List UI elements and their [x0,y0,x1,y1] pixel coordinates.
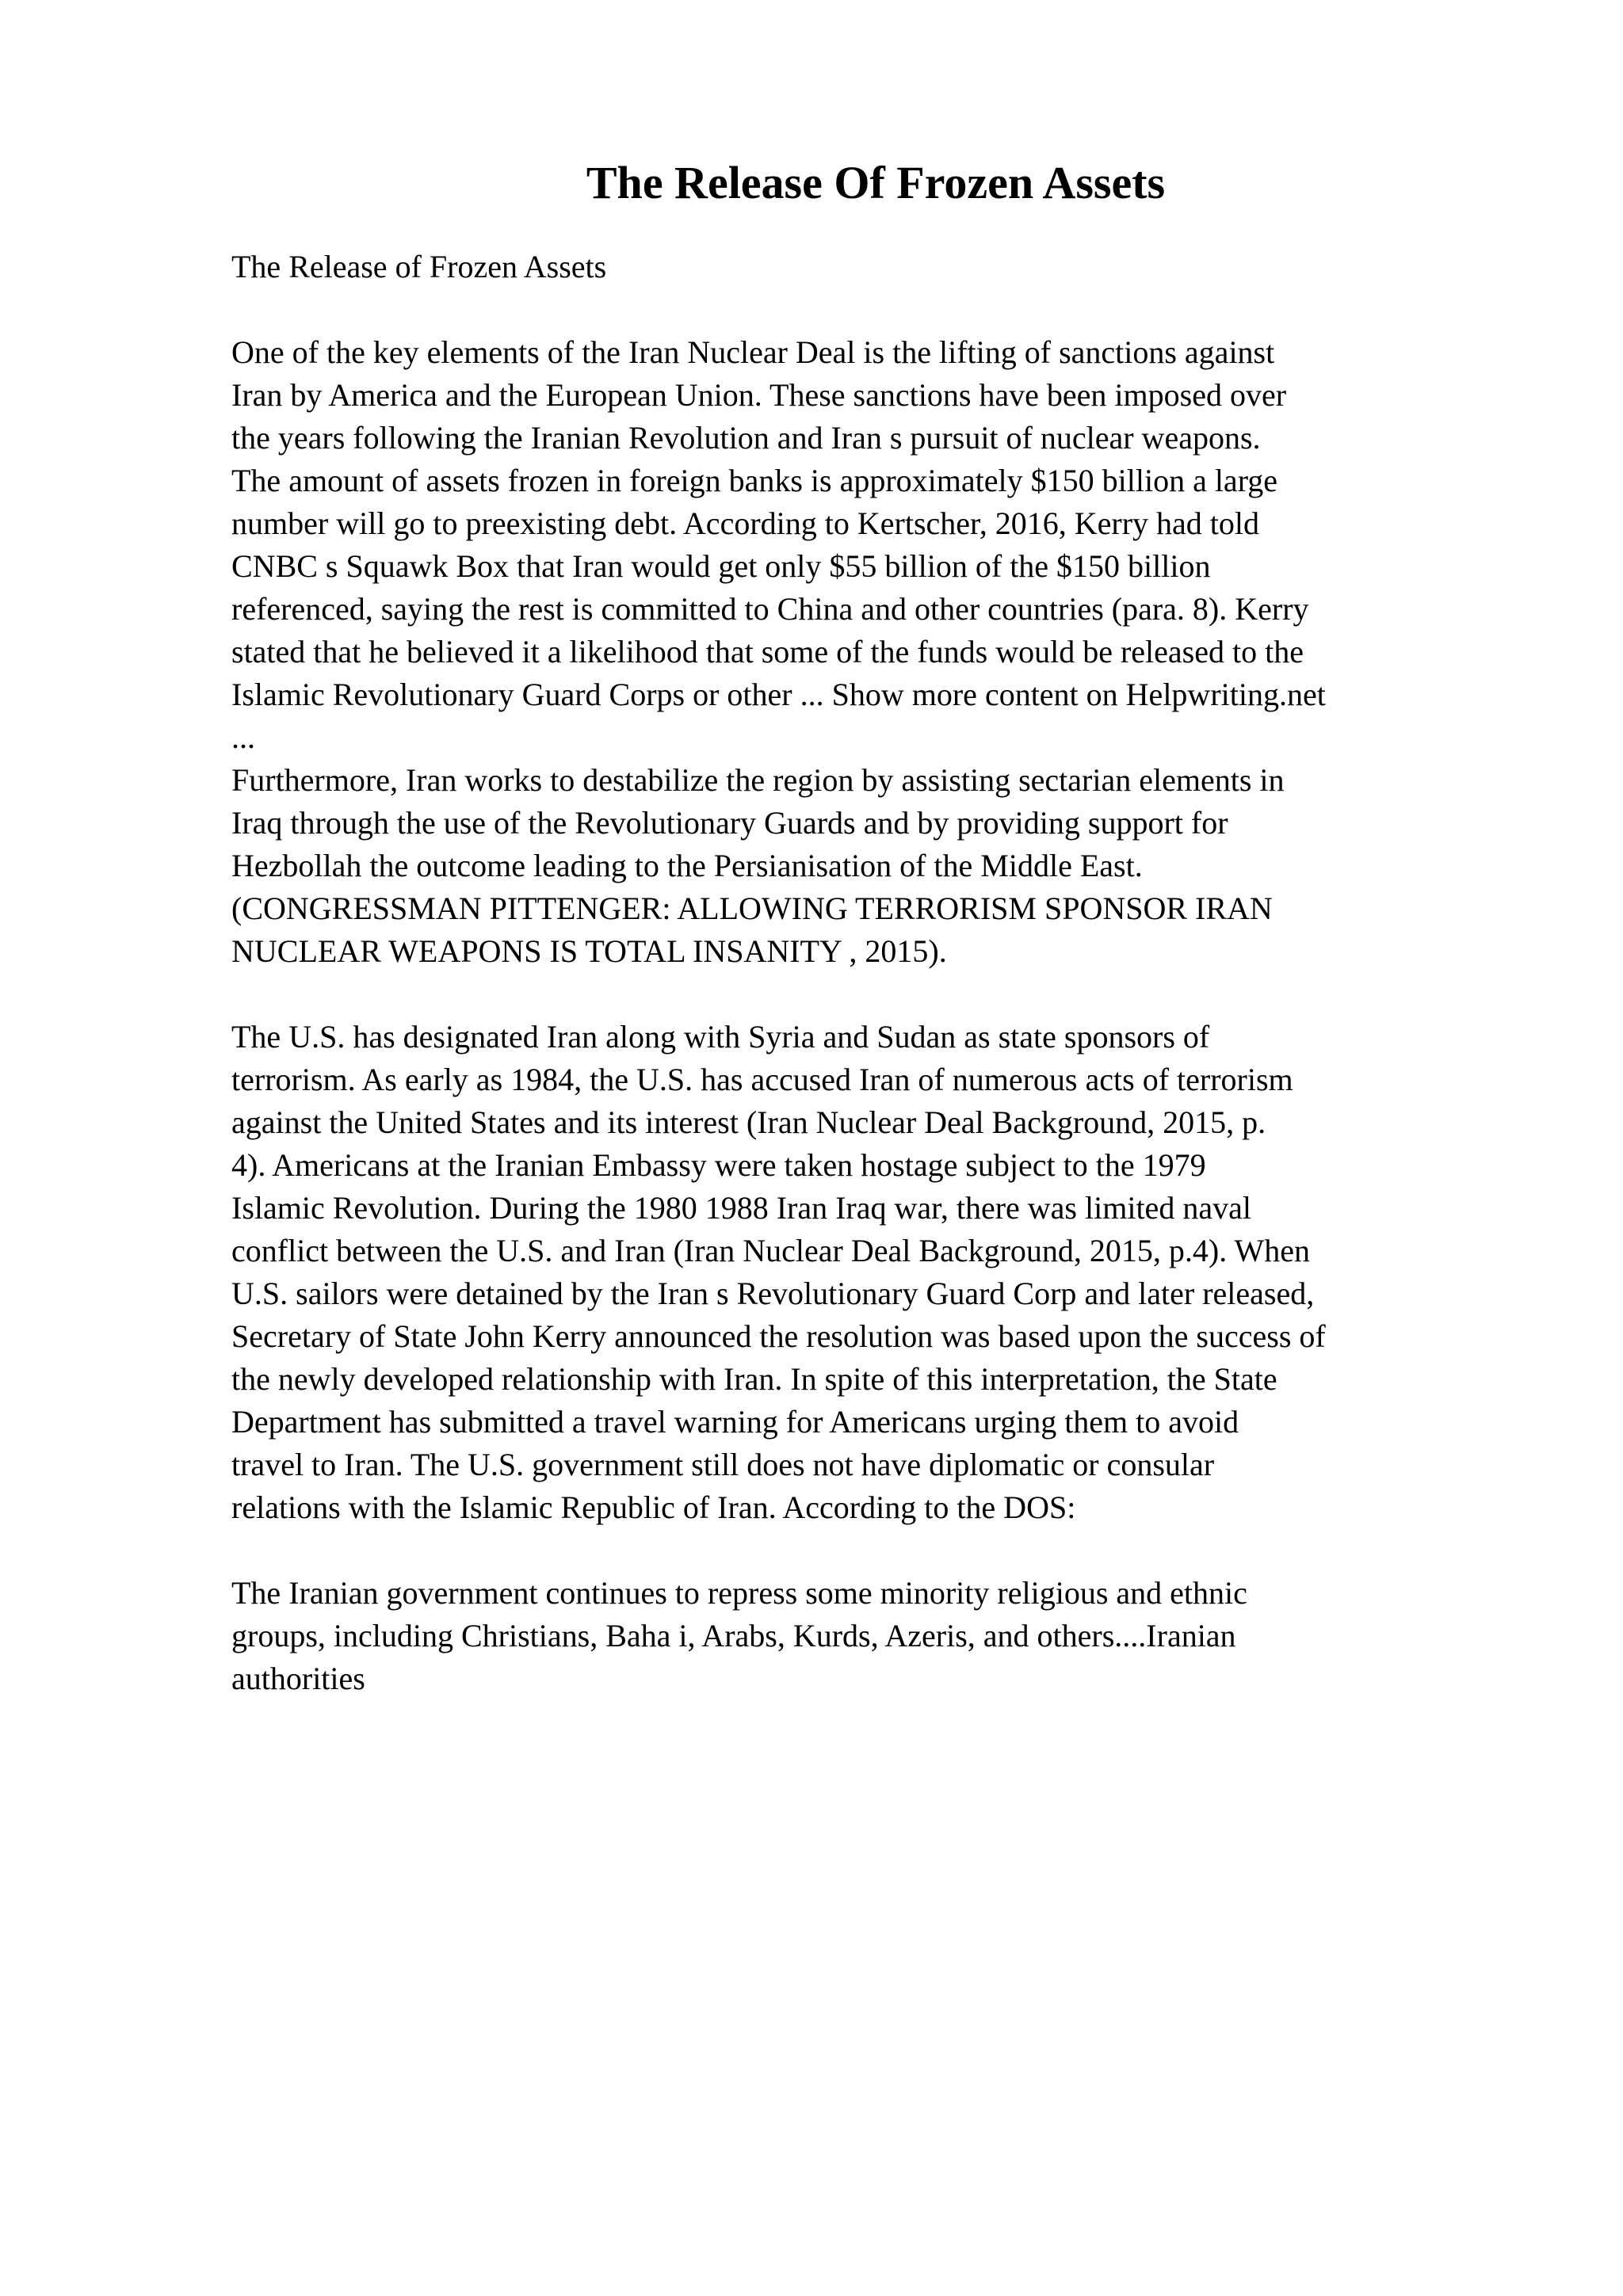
text-line: number will go to preexisting debt. According to Kertscher, 2016, Kerry had told [231,505,1259,541]
text-line: authorities [231,1661,365,1696]
text-line: (CONGRESSMAN PITTENGER: ALLOWING TERRORISM SPONSOR IRAN [231,891,1273,926]
paragraph-spacer [231,1529,1515,1572]
text-line: The amount of assets frozen in foreign banks is approximately $150 billion a large [231,463,1278,498]
text-line: Hezbollah the outcome leading to the Persianisation of the Middle East. [231,848,1143,883]
paragraph-3 [231,1572,1515,1700]
document-body [231,246,1515,1700]
text-line: referenced, saying the rest is committed to China and other countries (para. 8). Kerry [231,591,1309,627]
text-line: The U.S. has designated Iran along with Syria and Sudan as state sponsors of [231,1019,1210,1055]
text-line: U.S. sailors were detained by the Iran s Revolutionary Guard Corp and later released, [231,1276,1315,1311]
text-line: Islamic Revolutionary Guard Corps or other ... Show more content on Helpwriting.net [231,677,1326,712]
text-line: Secretary of State John Kerry announced the resolution was based upon the success of [231,1318,1326,1354]
text-line: CNBC s Squawk Box that Iran would get only $55 billion of the $150 billion [231,548,1211,584]
text-line: terrorism. As early as 1984, the U.S. has accused Iran of numerous acts of terrorism [231,1062,1293,1097]
paragraph-2 [231,1016,1515,1529]
text-line: Iraq through the use of the Revolutionary Guards and by providing support for [231,805,1228,841]
text-line: One of the key elements of the Iran Nuclear Deal is the lifting of sanctions against [231,334,1275,370]
document-subtitle: The Release of Frozen Assets [231,249,607,284]
text-line: Islamic Revolution. During the 1980 1988 Iran Iraq war, there was limited naval [231,1190,1251,1226]
text-line: NUCLEAR WEAPONS IS TOTAL INSANITY , 2015). [231,933,947,969]
paragraph-1 [231,331,1515,973]
text-line: relations with the Islamic Republic of Iran. According to the DOS: [231,1489,1076,1525]
page-title: The Release Of Frozen Assets [586,157,1166,208]
text-line: The Iranian government continues to repress some minority religious and ethnic [231,1575,1247,1611]
text-line: groups, including Christians, Baha i, Arabs, Kurds, Azeris, and others....Iranian [231,1618,1236,1653]
text-line: against the United States and its interest (Iran Nuclear Deal Background, 2015, p. [231,1104,1266,1140]
text-line: Department has submitted a travel warning for Americans urging them to avoid [231,1404,1239,1440]
paragraph-spacer [231,288,1515,331]
text-line: travel to Iran. The U.S. government still does not have diplomatic or consular [231,1447,1215,1482]
text-line: Iran by America and the European Union. These sanctions have been imposed over [231,377,1287,413]
text-line: conflict between the U.S. and Iran (Iran Nuclear Deal Background, 2015, p.4). When [231,1233,1310,1268]
text-line: stated that he believed it a likelihood that some of the funds would be released to the [231,634,1304,669]
text-line: 4). Americans at the Iranian Embassy were taken hostage subject to the 1979 [231,1147,1206,1183]
text-line: the years following the Iranian Revolution and Iran s pursuit of nuclear weapons. [231,420,1261,456]
paragraph-spacer [231,973,1515,1016]
text-line: Furthermore, Iran works to destabilize the region by assisting sectarian elements in [231,762,1285,798]
text-line: ... [231,719,255,755]
text-line: the newly developed relationship with Iran. In spite of this interpretation, the State [231,1361,1277,1397]
